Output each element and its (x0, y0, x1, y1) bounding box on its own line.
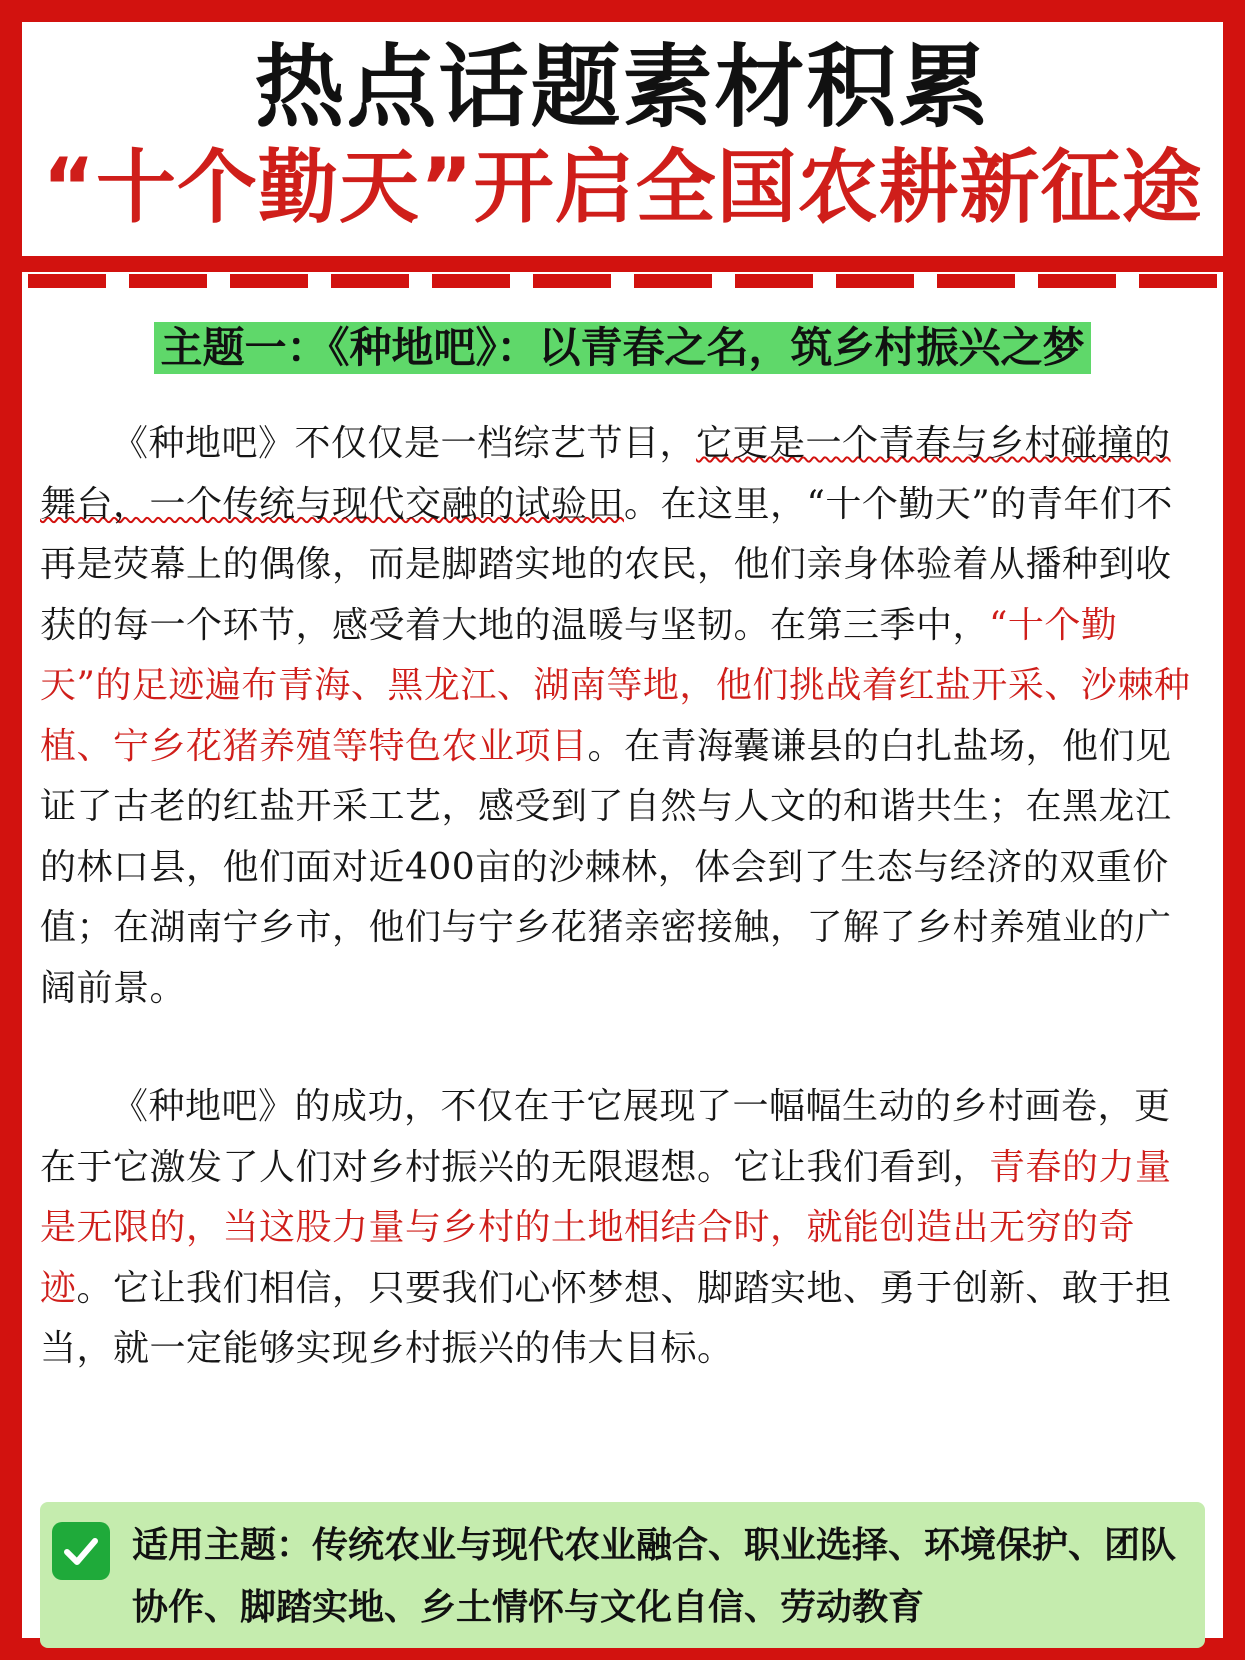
theme-heading: 主题一：《种地吧》：以青春之名，筑乡村振兴之梦 (154, 322, 1090, 374)
applicable-topics-box (40, 1502, 1205, 1648)
p1-text-c: 。在青海囊谦县的白扎盐场，他们见证了古老的红盐开采工艺，感受到了自然与人文的和谐共生；在黑龙江的林口县，他们面对近400亩的沙棘林，体会到了生态与经济的双重价值；在湖南宁乡市，他们与宁乡花猪亲密接触，了解了乡村养殖业的广阔前景。 (40, 725, 1172, 1009)
header-divider (22, 256, 1223, 272)
p2-text-b: 。它让我们相信，只要我们心怀梦想、脚踏实地、勇于创新、敢于担当，就一定能够实现乡村振兴的伟大目标。 (40, 1267, 1172, 1369)
p1-red-highlight: “十个勤天”的足迹遍布青海、黑龙江、湖南等地，他们挑战着红盐开采、沙棘种植、宁乡花猪养殖等特色农业项目 (40, 604, 1191, 767)
paragraph-1 (40, 414, 1205, 1019)
p1-text-b: 。在这里，“十个勤天”的青年们不再是荧幕上的偶像，而是脚踏实地的农民，他们亲身体验着从播种到收获的每一个环节，感受着大地的温暖与坚韧。在第三季中， (40, 483, 1173, 646)
p2-text-a: 《种地吧》的成功，不仅在于它展现了一幅幅生动的乡村画卷，更在于它激发了人们对乡村振兴的无限遐想。它让我们看到， (40, 1086, 1171, 1188)
page-subtitle: “十个勤天”开启全国农耕新征途 (42, 141, 1203, 234)
applicable-topics-text: 适用主题：传统农业与现代农业融合、职业选择、环境保护、团队协作、脚踏实地、乡土情怀与文化自信、劳动教育 (132, 1524, 1177, 1628)
paragraph-2 (40, 1077, 1205, 1380)
p2-red-highlight: 青春的力量是无限的，当这股力量与乡村的土地相结合时，就能创造出无穷的奇迹 (40, 1146, 1172, 1309)
p1-text-a: 《种地吧》不仅仅是一档综艺节目， (112, 423, 697, 464)
check-icon (52, 1522, 110, 1580)
dashed-divider (22, 274, 1223, 288)
header (22, 22, 1223, 236)
page-title: 热点话题素材积累 (254, 35, 991, 140)
p1-wavy-highlight: 它更是一个青春与乡村碰撞的舞台，一个传统与现代交融的试验田 (40, 423, 1171, 525)
article-body (40, 414, 1205, 1380)
theme-heading-wrap (22, 322, 1223, 374)
